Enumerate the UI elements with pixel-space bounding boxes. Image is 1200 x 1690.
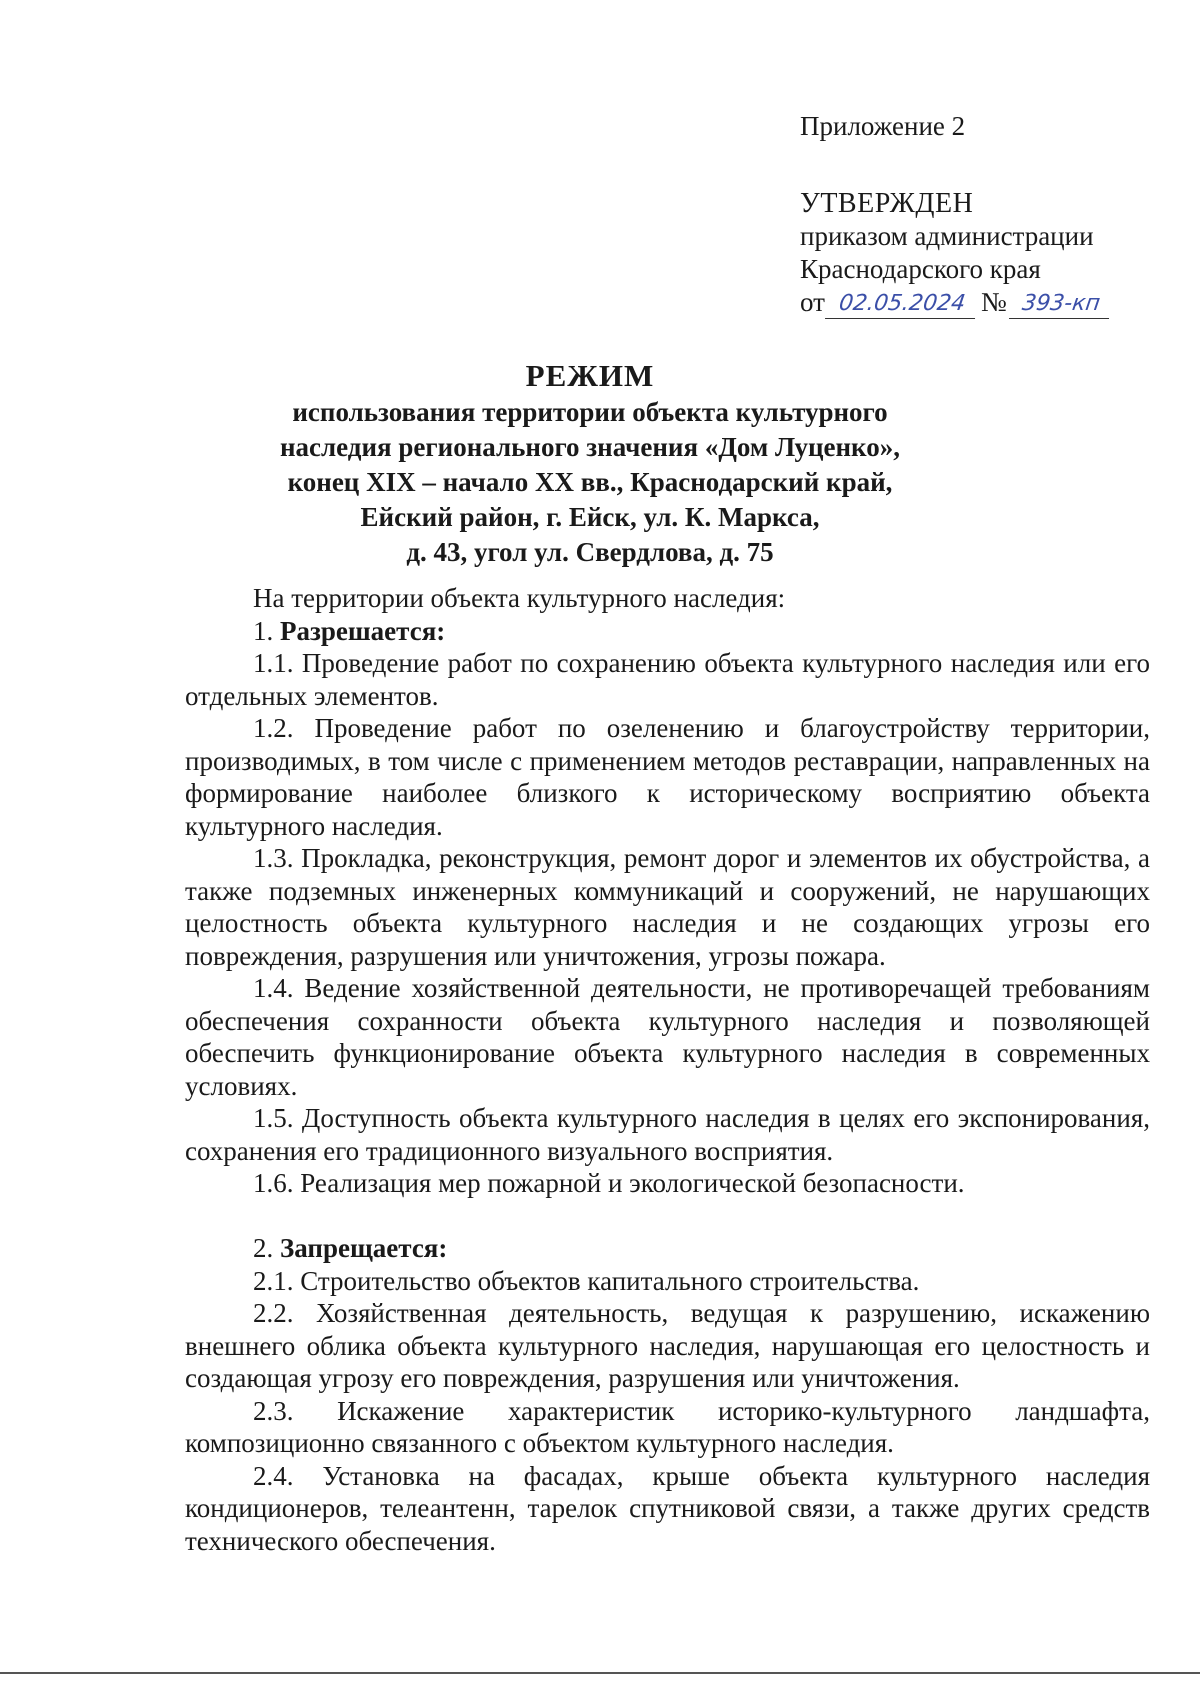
handwritten-date: 02.05.2024 <box>825 290 979 319</box>
approval-line-2: Краснодарского края <box>800 254 1041 284</box>
section-1-number: 1. <box>253 615 280 646</box>
clause-2-3: 2.3. Искажение характеристик историко-культурного ландшафта, композиционно связанного с объектом культурного наследия. <box>185 1395 1150 1458</box>
from-label: от <box>800 287 825 317</box>
approved-label: УТВЕРЖДЕН <box>800 188 974 219</box>
approval-block <box>800 110 1160 319</box>
appendix-label: Приложение 2 <box>800 111 966 141</box>
section-2-number: 2. <box>253 1233 280 1263</box>
title-line-5: д. 43, угол ул. Свердлова, д. 75 <box>406 537 774 567</box>
document-title: РЕЖИМ <box>525 358 655 393</box>
document-body <box>185 582 1150 1557</box>
clause-2-2: 2.2. Хозяйственная деятельность, ведущая к разрушению, искажению внешнего облика объекта культурного наследия, нарушающая его целостность и создающая угрозу его повреждения, разрушения или уничтожения. <box>185 1298 1150 1393</box>
clause-2-4: 2.4. Установка на фасадах, крыше объекта культурного наследия кондиционеров, телеантенн, тарелок спутниковой связи, а также других средств технического обеспечения. <box>185 1460 1150 1556</box>
number-label: № <box>980 287 1007 317</box>
clause-1-3: 1.3. Прокладка, реконструкция, ремонт дорог и элементов их обустройства, а также подземных инженерных коммуникаций и сооружений, не нарушающих целостность объекта культурного наследия и не создающих угрозы его повреждения, разрушения или уничтожения, угрозы пожара. <box>185 843 1150 971</box>
handwritten-number: 393-кп <box>1009 290 1113 319</box>
order-date-number-line <box>800 286 1160 319</box>
approval-line-1: приказом администрации <box>800 221 1094 251</box>
clause-1-2: 1.2. Проведение работ по озеленению и благоустройству территории, производимых, в том числе с применением методов реставрации, направленных на формирование наиболее близкого к историческому восприятию объекта культурного наследия. <box>185 713 1150 841</box>
clause-2-1: 2.1. Строительство объектов капитального строительства. <box>253 1265 920 1296</box>
section-1-heading <box>185 615 1150 648</box>
title-line-2: наследия регионального значения «Дом Луценко», <box>279 432 901 462</box>
title-line-4: Ейский район, г. Ейск, ул. К. Маркса, <box>360 502 820 532</box>
section-2-title: Запрещается: <box>280 1233 448 1263</box>
page-bottom-rule <box>0 1672 1200 1674</box>
clause-1-5: 1.5. Доступность объекта культурного наследия в целях его экспонирования, сохранения его традиционного визуального восприятия. <box>185 1103 1150 1166</box>
clause-1-6: 1.6. Реализация мер пожарной и экологической безопасности. <box>253 1168 965 1198</box>
title-line-1: использования территории объекта культурного <box>292 397 888 427</box>
section-2-heading <box>185 1232 1150 1265</box>
section-1-title: Разрешается: <box>280 615 446 646</box>
document-title-block <box>180 358 1000 570</box>
clause-1-4: 1.4. Ведение хозяйственной деятельности, не противоречащей требованиям обеспечения сохранности объекта культурного наследия и позволяющей обеспечить функционирование объекта культурного наследия в современных условиях. <box>185 973 1150 1101</box>
intro-paragraph: На территории объекта культурного наследия: <box>253 583 786 613</box>
title-line-3: конец XIX – начало XX вв., Краснодарский край, <box>287 467 893 497</box>
clause-1-1: 1.1. Проведение работ по сохранению объекта культурного наследия или его отдельных элементов. <box>185 648 1150 711</box>
